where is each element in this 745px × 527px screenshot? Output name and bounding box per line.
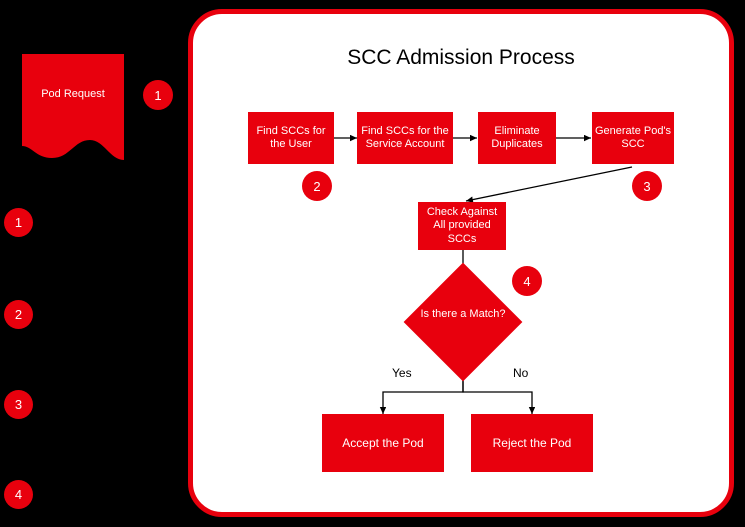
box-reject-pod: Reject the Pod [471, 414, 593, 472]
box-generate-pod-scc: Generate Pod's SCC [592, 112, 674, 164]
step-badge-2: 2 [302, 171, 332, 201]
step-badge-3: 3 [632, 171, 662, 201]
diagram-title: SCC Admission Process [347, 46, 575, 69]
pod-request-label: Pod Request [41, 88, 105, 100]
edge-label-no: No [513, 366, 529, 380]
legend-badge-1: 1 [4, 208, 33, 237]
step-badge-1: 1 [143, 80, 173, 110]
step-badge-4: 4 [512, 266, 542, 296]
legend-badge-3: 3 [4, 390, 33, 419]
decision-label: Is there a Match? [420, 308, 506, 320]
legend-badge-4: 4 [4, 480, 33, 509]
edge-label-yes: Yes [392, 366, 412, 380]
legend-badge-2: 2 [4, 300, 33, 329]
box-find-sccs-user: Find SCCs for the User [248, 112, 334, 164]
box-find-sccs-service-account: Find SCCs for the Service Account [357, 112, 453, 164]
box-accept-pod: Accept the Pod [322, 414, 444, 472]
box-eliminate-duplicates: Eliminate Duplicates [478, 112, 556, 164]
ribbon-shape [22, 54, 124, 160]
box-check-against-sccs: Check Against All provided SCCs [418, 202, 506, 250]
pod-request-ribbon [22, 54, 124, 160]
